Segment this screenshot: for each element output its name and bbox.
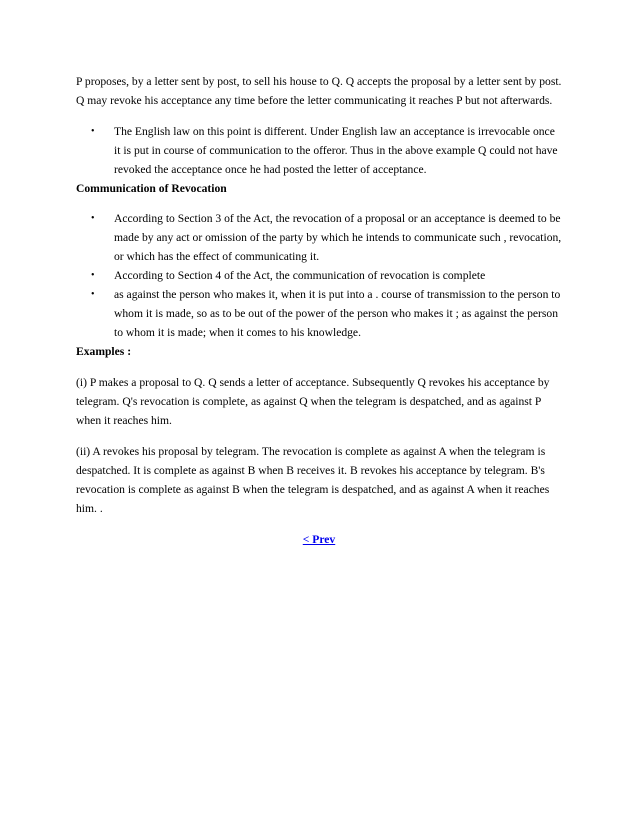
document-page <box>76 72 562 549</box>
list-item-text: as against the person who makes it, when it is put into a . course of transmission to the person to whom it is made, so as to be out of the power of the person who makes it ; as against the person to whom it is made; when it comes to his knowledge. <box>114 288 561 339</box>
list-item <box>76 285 562 342</box>
list-item-text: The English law on this point is different. Under English law an acceptance is irrevocable once it is put in course of communication to the offeror. Thus in the above example Q could not have revoked the acceptance once he had posted the letter of acceptance. <box>114 125 558 176</box>
example-paragraph: (ii) A revokes his proposal by telegram. The revocation is complete as against A when the telegram is despatched. It is complete as against B when B receives it. B revokes his acceptance by telegram. B's revocation is complete as against B when the telegram is despatched, and as against A when it reaches him. . <box>76 445 550 515</box>
pagination-nav <box>76 530 562 549</box>
list-item <box>76 266 562 285</box>
list-item-text: According to Section 4 of the Act, the communication of revocation is complete <box>114 269 486 282</box>
bullet-icon: • <box>91 213 95 224</box>
list-item <box>76 122 562 179</box>
prev-page-link[interactable]: < Prev <box>302 533 336 546</box>
examples-heading: Examples : <box>76 345 132 358</box>
list-item-text: According to Section 3 of the Act, the revocation of a proposal or an acceptance is deemed to be made by any act or omission of the party by which he intends to communicate such , revocation, or which has the effect of communicating it. <box>114 212 562 263</box>
example-paragraph: (i) P makes a proposal to Q. Q sends a letter of acceptance. Subsequently Q revokes his acceptance by telegram. Q's revocation is complete, as against Q when the telegram is despatched, and as against P when it reaches him. <box>76 376 550 427</box>
list-item <box>76 209 562 266</box>
bullet-icon: • <box>91 270 95 281</box>
bullet-icon: • <box>91 289 95 300</box>
acceptance-bullet-list <box>76 122 562 179</box>
revocation-bullet-list <box>76 209 562 342</box>
intro-paragraph: P proposes, by a letter sent by post, to sell his house to Q. Q accepts the proposal by a letter sent by post. Q may revoke his acceptance any time before the letter communicating it reaches P but not afterwards. <box>76 75 562 107</box>
bullet-icon: • <box>91 126 95 137</box>
section-heading: Communication of Revocation <box>76 182 227 195</box>
